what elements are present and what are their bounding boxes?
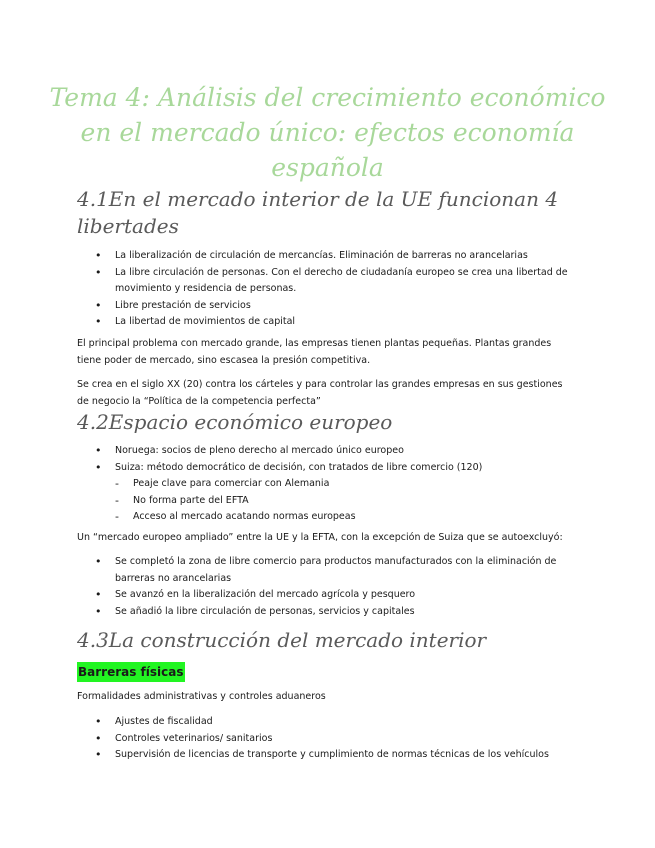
freedoms-list [115,248,585,331]
extended-market-list [115,554,565,620]
section-heading-4-1: 4.1En el mercado interior de la UE funcionan 4 libertades [77,187,559,238]
list-item: • Se avanzó en la liberalización del mercado agrícola y pesquero [115,587,565,604]
list-item: • Se añadió la libre circulación de personas, servicios y capitales [115,604,565,621]
list-item: • La liberalización de circulación de mercancías. Eliminación de barreras no arancelarias [115,248,585,265]
list-item: • La libertad de movimientos de capital [115,314,585,331]
list-item: • Noruega: socios de pleno derecho al mercado único europeo [115,443,585,460]
list-item: • Ajustes de fiscalidad [115,714,595,731]
section-heading-4-2: 4.2Espacio económico europeo [77,410,393,434]
page-title: Tema 4: Análisis del crecimiento económico en el mercado único: efectos economía española [49,83,606,182]
physical-barriers-list [115,714,595,764]
switzerland-sublist [115,476,585,526]
paragraph-competition-policy: Se crea en el siglo XX (20) contra los cárteles y para controlar las grandes empresas en sus gestiones de negocio la “Política de la competencia perfecta” [77,379,563,407]
paragraph-formalities: Formalidades administrativas y controles aduaneros [77,691,326,702]
list-item: • Supervisión de licencias de transporte y cumplimiento de normas técnicas de los vehículos [115,747,595,764]
list-item: • Controles veterinarios/ sanitarios [115,731,595,748]
section-heading-4-3: 4.3La construcción del mercado interior [77,628,487,652]
sublist-item: - Peaje clave para comerciar con Alemania [115,476,585,493]
list-item-text: Suiza: método democrático de decisión, con tratados de libre comercio (120) [115,461,483,473]
paragraph-extended-market: Un “mercado europeo ampliado” entre la UE y la EFTA, con la excepción de Suiza que se autoexcluyó: [77,532,563,543]
sublist-item: - Acceso al mercado acatando normas europeas [115,509,585,526]
sublist-item: - No forma parte del EFTA [115,493,585,510]
list-item [115,460,585,526]
list-item: • La libre circulación de personas. Con el derecho de ciudadanía europeo se crea una libertad de movimiento y residencia de personas. [115,265,585,298]
list-item: • Libre prestación de servicios [115,298,585,315]
paragraph-market-problem: El principal problema con mercado grande, las empresas tienen plantas pequeñas. Plantas grandes tiene poder de mercado, sino escasea la presión competitiva. [77,338,552,366]
eea-members-list [115,443,585,526]
list-item: • Se completó la zona de libre comercio para productos manufacturados con la eliminación de barreras no arancelarias [115,554,565,587]
highlighted-subheading: Barreras físicas [77,662,185,682]
